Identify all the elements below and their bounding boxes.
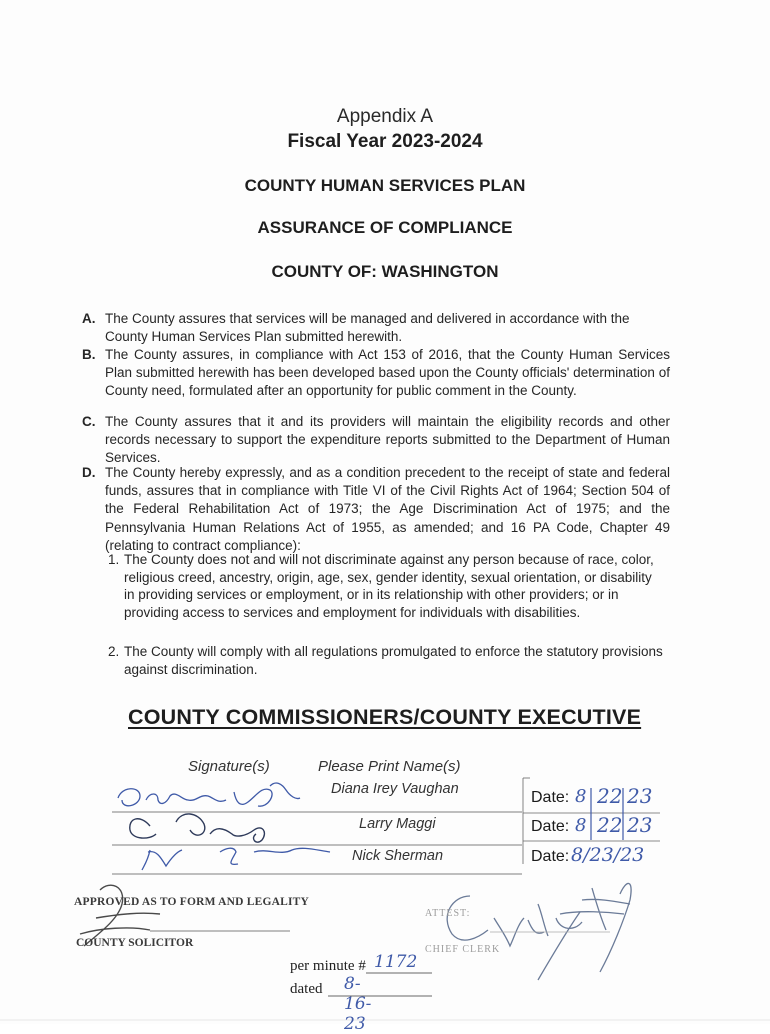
approved-as-to-form-label: APPROVED AS TO FORM AND LEGALITY	[74, 896, 310, 908]
date-month: 8	[575, 786, 587, 807]
fiscal-year-title: Fiscal Year 2023-2024	[287, 131, 483, 152]
item-letter: D.	[82, 465, 96, 480]
plan-title: COUNTY HUMAN SERVICES PLAN	[244, 176, 526, 195]
sub-item-1	[108, 551, 663, 633]
dated-value: 8-16-23	[344, 974, 372, 1034]
chief-clerk-label: CHIEF CLERK	[425, 944, 501, 955]
sub-item-number: 2.	[108, 644, 120, 659]
printed-name-1: Diana Irey Vaughan	[331, 781, 459, 797]
date-year: 23	[627, 813, 653, 837]
date-label: Date:	[531, 848, 570, 865]
date-month: 8	[575, 815, 587, 836]
item-text: The County assures that it and its providers will maintain the eligibility records and other records necessary to support the expenditure reports submitted to the Department of Human Services.	[105, 414, 670, 466]
date-year: 23	[627, 784, 653, 808]
commissioners-heading: COUNTY COMMISSIONERS/COUNTY EXECUTIVE	[128, 705, 642, 729]
date-label: Date:	[531, 818, 570, 835]
per-minute-label: per minute #	[290, 958, 366, 974]
signature-column-header: Signature(s)	[188, 758, 270, 775]
chief-clerk-signature	[447, 883, 631, 980]
signature-larry-maggi	[130, 814, 265, 842]
item-letter: C.	[82, 414, 96, 429]
dated-line-group	[290, 974, 372, 1034]
item-text: The County assures, in compliance with Act 153 of 2016, that the County Human Services Plan submitted herewith has been developed based upon the County officials' determination of County need, formulated after an opportunity for public comment in the County.	[105, 347, 670, 399]
per-minute-line	[290, 952, 418, 975]
county-line: COUNTY OF: WASHINGTON	[271, 262, 499, 281]
signature-nick-sherman	[142, 848, 330, 870]
date-label: Date:	[531, 789, 570, 806]
printed-name-3: Nick Sherman	[352, 848, 444, 864]
print-name-column-header: Please Print Name(s)	[318, 758, 461, 775]
sub-item-number: 1.	[108, 552, 120, 567]
item-text: The County hereby expressly, and as a condition precedent to the receipt of state and federal funds, assures that in compliance with Title VI of the Civil Rights Act of 1964; Section 504 of the Federal Rehabilitation Act of 1973; the Age Discrimination Act of 1975; and the Pennsylvania Human Relations Act of 1955, as amended; and 16 PA Code, Chapter 49 (relating to contract compliance):	[105, 465, 670, 553]
sub-item-text: The County will comply with all regulations promulgated to enforce the statutory provisions against discrimination.	[124, 644, 663, 677]
item-letter: A.	[82, 311, 96, 326]
appendix-label: Appendix A	[336, 106, 434, 127]
item-text: The County assures that services will be managed and delivered in accordance with the County Human Services Plan submitted herewith.	[105, 311, 630, 345]
signature-diana-vaughan	[118, 783, 300, 806]
date-handwritten: 8/23/23	[571, 844, 645, 866]
date-day: 22	[597, 784, 623, 808]
date-day: 22	[597, 813, 623, 837]
assurance-title: ASSURANCE OF COMPLIANCE	[257, 218, 513, 237]
dated-label: dated	[290, 981, 323, 997]
attest-label: ATTEST:	[425, 908, 471, 919]
item-letter: B.	[82, 347, 96, 362]
sub-item-text: The County does not and will not discriminate against any person because of race, color, religious creed, ancestry, origin, age, sex, gender identity, sexual orientation, or disability in providing services or employment, or in its relationship with other providers; or in providing access to services and employment for individuals with disabilities.	[124, 552, 654, 620]
minute-number: 1172	[374, 952, 418, 972]
sub-item-2	[108, 643, 663, 683]
county-solicitor-label: COUNTY SOLICITOR	[76, 937, 194, 949]
printed-name-2: Larry Maggi	[359, 816, 436, 832]
